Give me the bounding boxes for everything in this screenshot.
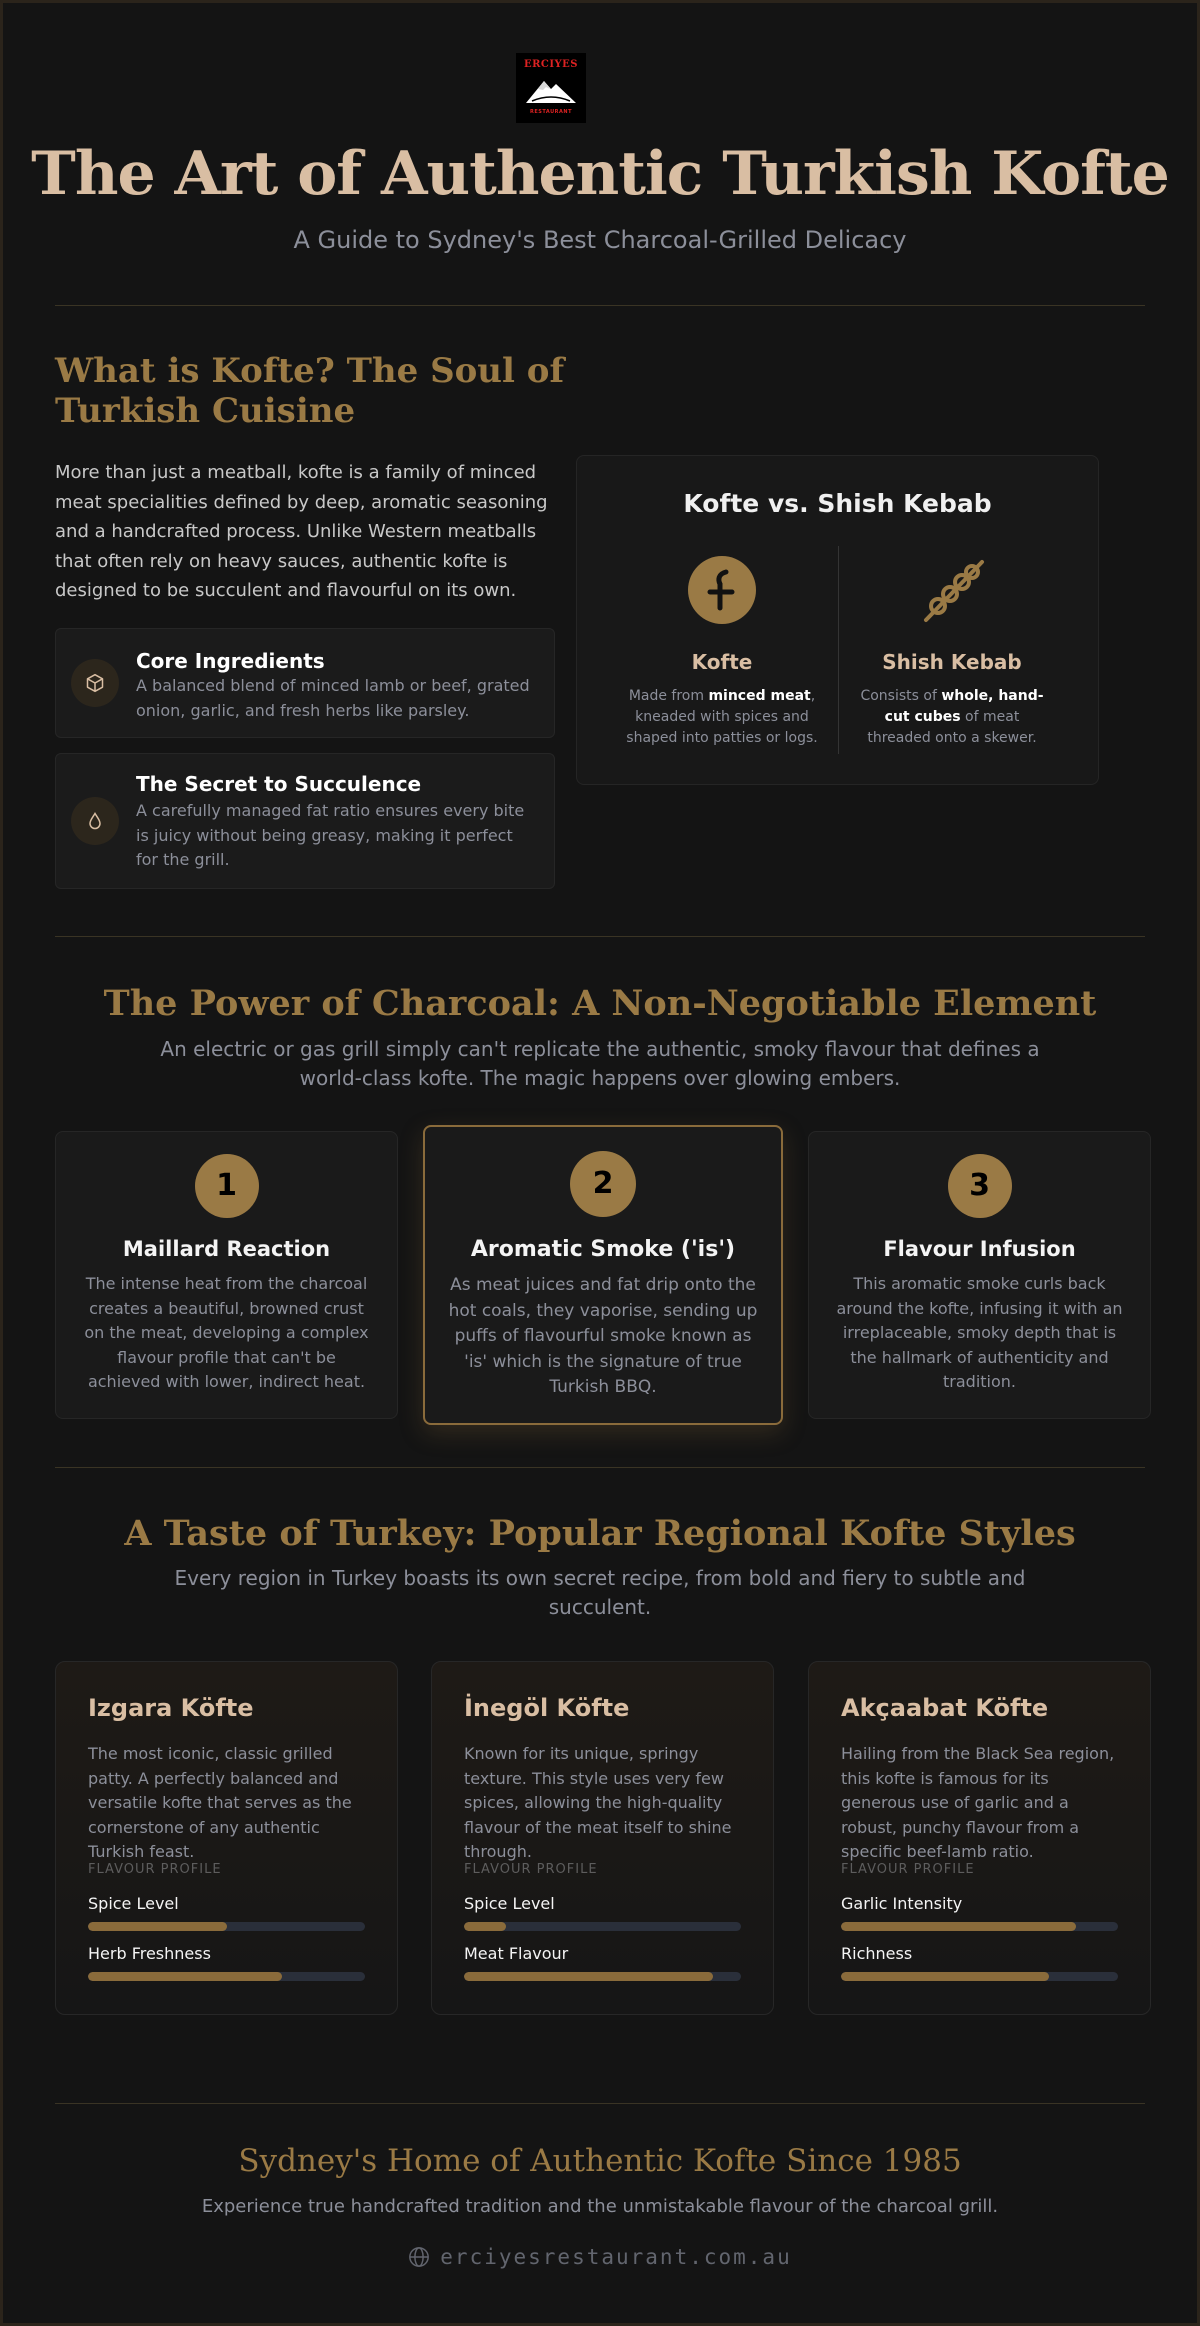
flavour-bar-fill	[841, 1972, 1049, 1981]
style-desc: Hailing from the Black Sea region, this kofte is famous for its generous use of garlic and a robust, punchy flavour from a specific beef-lamb ratio.	[841, 1744, 1115, 1861]
step-title: Aromatic Smoke ('is')	[470, 1237, 736, 1262]
skewer-icon	[912, 556, 992, 624]
kebab-name: Shish Kebab	[882, 650, 1022, 674]
step-title: Maillard Reaction	[122, 1237, 331, 1261]
logo-subtext: RESTAURANT	[530, 109, 572, 115]
charcoal-subtitle: An electric or gas grill simply can't replicate the authentic, smoky flavour that defines a world-class kofte. The magic happens over glowing embers.	[160, 1037, 1040, 1090]
step-number: 2	[570, 1151, 636, 1217]
step-desc: As meat juices and fat drip onto the hot coals, they vaporise, sending up puffs of flavourful smoke known as 'is' which is the signature of true Turkish BBQ.	[448, 1275, 758, 1397]
feature-title: The Secret to Succulence	[136, 772, 422, 796]
step-title: Flavour Infusion	[883, 1237, 1076, 1261]
bar-label: Spice Level	[464, 1894, 555, 1913]
feature-icon-wrap	[71, 659, 119, 707]
footer-website-link[interactable]	[3, 2245, 1197, 2269]
globe-icon	[408, 2246, 430, 2268]
kebab-desc: Consists of whole, hand-cut cubes of meat threaded onto a skewer.	[860, 688, 1044, 746]
page-title: The Art of Authentic Turkish Kofte	[31, 139, 1169, 209]
style-card-inegol	[431, 1661, 774, 2015]
cube-icon	[85, 673, 105, 693]
flavour-bar	[841, 1922, 1118, 1931]
feature-core-ingredients	[55, 628, 555, 738]
feature-succulence	[55, 753, 555, 889]
style-desc: The most iconic, classic grilled patty. A perfectly balanced and versatile kofte that serves as the cornerstone of any authentic Turkish feast.	[88, 1744, 352, 1861]
kofte-name: Kofte	[691, 650, 753, 674]
section-divider	[55, 2103, 1145, 2104]
flavour-profile-label: FLAVOUR PROFILE	[88, 1862, 222, 1877]
step-number: 3	[948, 1154, 1012, 1218]
step-card-flavour-infusion	[808, 1131, 1151, 1419]
bar-label: Richness	[841, 1944, 913, 1963]
flavour-bar	[88, 1972, 365, 1981]
bar-label: Herb Freshness	[88, 1944, 211, 1963]
page-subtitle: A Guide to Sydney's Best Charcoal-Grilled Delicacy	[293, 226, 907, 254]
feature-title: Core Ingredients	[136, 649, 325, 673]
charcoal-title: The Power of Charcoal: A Non-Negotiable Element	[103, 983, 1097, 1024]
bar-label: Garlic Intensity	[841, 1894, 963, 1913]
flavour-bar-fill	[88, 1922, 227, 1931]
footer-url-text[interactable]: erciyesrestaurant.com.au	[440, 2245, 792, 2269]
step-number: 1	[195, 1154, 259, 1218]
what-is-kofte-paragraph: More than just a meatball, kofte is a family of minced meat specialities defined by deep, aromatic seasoning and a handcrafted process. Unlike Western meatballs that often rely on heavy sauces, authentic kofte is designed to be succulent and flavourful on its own.	[55, 462, 548, 601]
flavour-bar	[464, 1972, 741, 1981]
kofte-vs-kebab-card	[576, 455, 1099, 785]
flavour-bar	[88, 1922, 365, 1931]
flavour-bar-fill	[88, 1972, 282, 1981]
step-card-maillard	[55, 1131, 398, 1419]
style-desc: Known for its unique, springy texture. This style uses very few spices, allowing the high-quality flavour of the meat itself to shine through.	[464, 1744, 732, 1861]
step-desc: The intense heat from the charcoal creates a beautiful, browned crust on the meat, developing a complex flavour profile that can't be achieved with lower, indirect heat.	[84, 1274, 369, 1391]
bar-label: Meat Flavour	[464, 1944, 569, 1963]
flavour-bar-fill	[841, 1922, 1076, 1931]
mountain-icon	[526, 75, 576, 105]
style-name: Izgara Köfte	[88, 1694, 254, 1722]
section-divider	[55, 305, 1145, 306]
comparison-kofte	[622, 556, 822, 749]
style-name: İnegöl Köfte	[464, 1694, 630, 1722]
section-divider	[55, 1467, 1145, 1468]
feature-desc: A balanced blend of minced lamb or beef, grated onion, garlic, and fresh herbs like parsley.	[136, 676, 530, 720]
style-name: Akçaabat Köfte	[841, 1694, 1049, 1722]
step-card-aromatic-smoke	[423, 1125, 783, 1425]
styles-subtitle: Every region in Turkey boasts its own secret recipe, from bold and fiery to subtle and succulent.	[174, 1566, 1026, 1619]
step-desc: This aromatic smoke curls back around the kofte, infusing it with an irreplaceable, smoky depth that is the hallmark of authenticity and tradition.	[836, 1274, 1123, 1391]
flavour-bar	[841, 1972, 1118, 1981]
feature-icon-wrap	[71, 797, 119, 845]
kofte-desc: Made from minced meat, kneaded with spices and shaped into patties or logs.	[626, 688, 818, 746]
what-is-kofte-title: What is Kofte? The Soul of Turkish Cuisine	[55, 351, 565, 431]
style-card-akcaabat	[808, 1661, 1151, 2015]
flavour-bar-fill	[464, 1922, 506, 1931]
logo-text: ERCIYES	[523, 59, 579, 70]
flavour-profile-label: FLAVOUR PROFILE	[464, 1862, 598, 1877]
section-divider	[55, 936, 1145, 937]
footer-title: Sydney's Home of Authentic Kofte Since 1985	[238, 2143, 962, 2179]
flavour-bar-fill	[464, 1972, 713, 1981]
styles-title: A Taste of Turkey: Popular Regional Kofte Styles	[124, 1513, 1076, 1554]
restaurant-logo	[516, 53, 586, 123]
comparison-title: Kofte vs. Shish Kebab	[683, 489, 992, 518]
droplet-icon	[85, 811, 105, 831]
flavour-profile-label: FLAVOUR PROFILE	[841, 1862, 975, 1877]
kofte-icon	[688, 556, 756, 624]
feature-desc: A carefully managed fat ratio ensures every bite is juicy without being greasy, making it perfect for the grill.	[136, 801, 525, 869]
comparison-divider	[838, 546, 839, 754]
flavour-bar	[464, 1922, 741, 1931]
style-card-izgara	[55, 1661, 398, 2015]
bar-label: Spice Level	[88, 1894, 179, 1913]
footer-subtitle: Experience true handcrafted tradition and the unmistakable flavour of the charcoal grill.	[201, 2196, 999, 2217]
comparison-shish-kebab	[852, 556, 1052, 749]
